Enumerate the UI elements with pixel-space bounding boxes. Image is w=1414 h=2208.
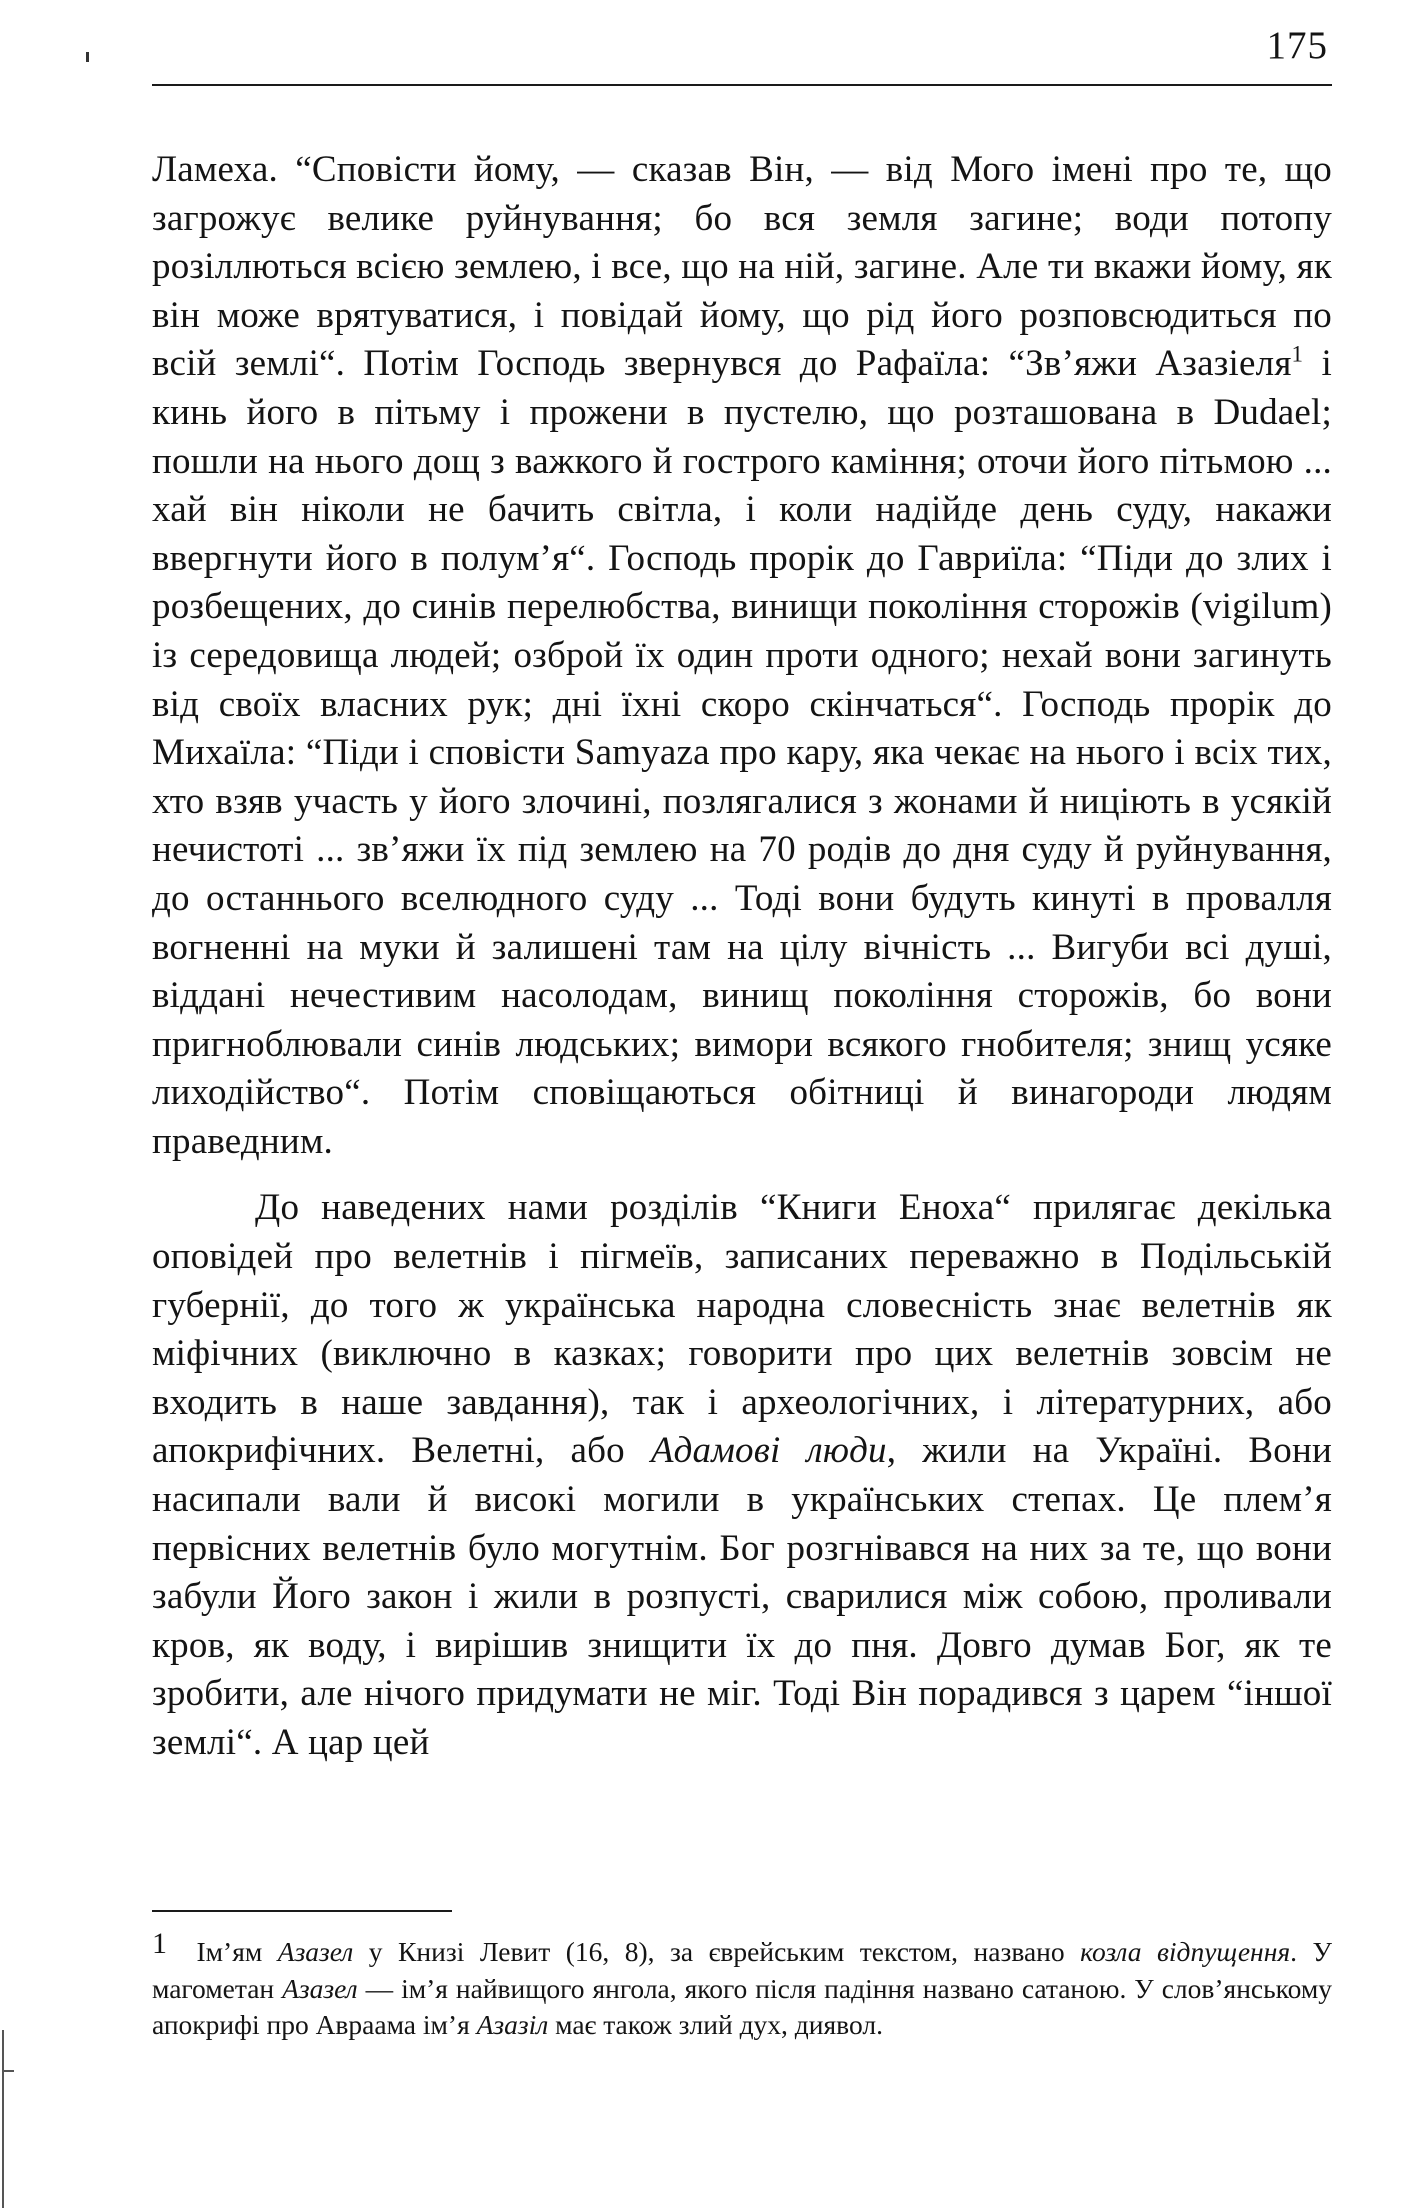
header-rule (152, 84, 1332, 86)
paragraph-2-text-a: До наведених нами розділів “Книги Еноха“ прилягає декілька оповідей про велетнів і пігмеїв, записаних переважно в Подільській губернії, до того ж українська народна словесність знає велетнів як міфічних (виключно в казках; говорити про цих велетнів зовсім не входить в наше завдання), так і археологічних, і літературних, або апокрифічних. Велетні, або (152, 1187, 1332, 1472)
footnote-segment: Ім’ям (181, 1936, 278, 1967)
paragraph-2 (152, 1184, 1332, 1767)
paragraph-1-text-b: і кинь його в пітьму і прожени в пустелю, що розташована в Dudael; пошли на нього дощ з важкого й гострого каміння; оточи його пітьмою ... хай він ніколи не бачить світла, і коли надійде день суду, накажи ввергнути його в полум’я“. Господь прорік до Гавриїла: “Піди до злих і розбещених, до синів перелюбства, винищи покоління сторожів (vigilum) із середовища людей; озброй їх один проти одного; нехай вони загинуть від своїх власних рук; дні їхні скоро скінчаться“. Господь прорік до Михаїла: “Піди і сповісти Samyaza про кару, яка чекає на нього і всіх тих, хто взяв участь у його злочині, позлягалися з жонами й ниціють в усякій нечистоті ... зв’яжи їх під землею на 70 родів до дня суду й руйнування, до останнього вселюдного суду ... Тоді вони будуть кинуті в провалля вогненні на муки й залишені там на цілу вічність ... Вигуби всі душі, віддані нечестивим насолодам, винищ покоління сторожів, бо вони пригноблювали синів людських; вимори всякого гнобителя; знищ усяке лиходійство“. Потім сповіщаються обітниці й винагороди людям праведним. (152, 343, 1332, 1162)
footnote-segment: має також злий дух, диявол. (548, 2009, 883, 2040)
main-text (152, 146, 1332, 1768)
paragraph-2-text-b: , жили на Україні. Вони насипали вали й високі могили в українських степах. Це плем’я первісних велетнів було могутнім. Бог розгнівався на них за те, що вони забули Його закон і жили в розпусті, сварилися між собою, проливали кров, як воду, і вирішив знищити їх до пня. Довго думав Бог, як те зробити, але нічого придумати не міг. Тоді Він порадився з царем “іншої землі“. А цар цей (152, 1430, 1332, 1763)
binding-edge-tick (4, 2070, 14, 2072)
binding-edge-line (2, 2030, 4, 2208)
page-number: 175 (1266, 24, 1328, 67)
footnote-reference[interactable]: 1 (1291, 342, 1304, 368)
footnote-segment: у Книзі Левит (16, 8), за єврейським текстом, названо (353, 1936, 1081, 1967)
footnote-italic: козла відпущення (1080, 1936, 1291, 1967)
paragraph-1-text-a: Ламеха. “Сповісти йому, — сказав Він, — від Мого імені про те, що загрожує велике руйнування; бо вся земля загине; води потопу розіллються всією землею, і все, що на ній, загине. Але ти вкажи йому, як він може врятуватися, і повідай йому, що рід його розповсюдиться по всій землі“. Потім Господь звернувся до Рафаїла: “Зв’яжи Азазіеля (152, 149, 1332, 385)
footnote-marker: 1 (152, 1927, 167, 1960)
footnote-text (152, 1927, 1332, 2044)
footnote (152, 1927, 1332, 2044)
footnote-rule (152, 1910, 452, 1912)
page-corner-mark (86, 52, 89, 62)
footnote-italic: Азазел (277, 1936, 354, 1967)
footnote-segment: . У магометан (152, 1936, 1332, 2004)
footnote-italic: Азазел (282, 1972, 358, 2004)
paragraph-1 (152, 146, 1332, 1166)
footnote-italic: Азазіл (476, 2009, 549, 2040)
paragraph-2-italic-term: Адамові люди (650, 1430, 887, 1472)
footnote-segment: — ім’я найвищого янгола, якого після падіння названо сатаною. У слов’янському апокрифі про Авраама ім’я (152, 1972, 1332, 2040)
